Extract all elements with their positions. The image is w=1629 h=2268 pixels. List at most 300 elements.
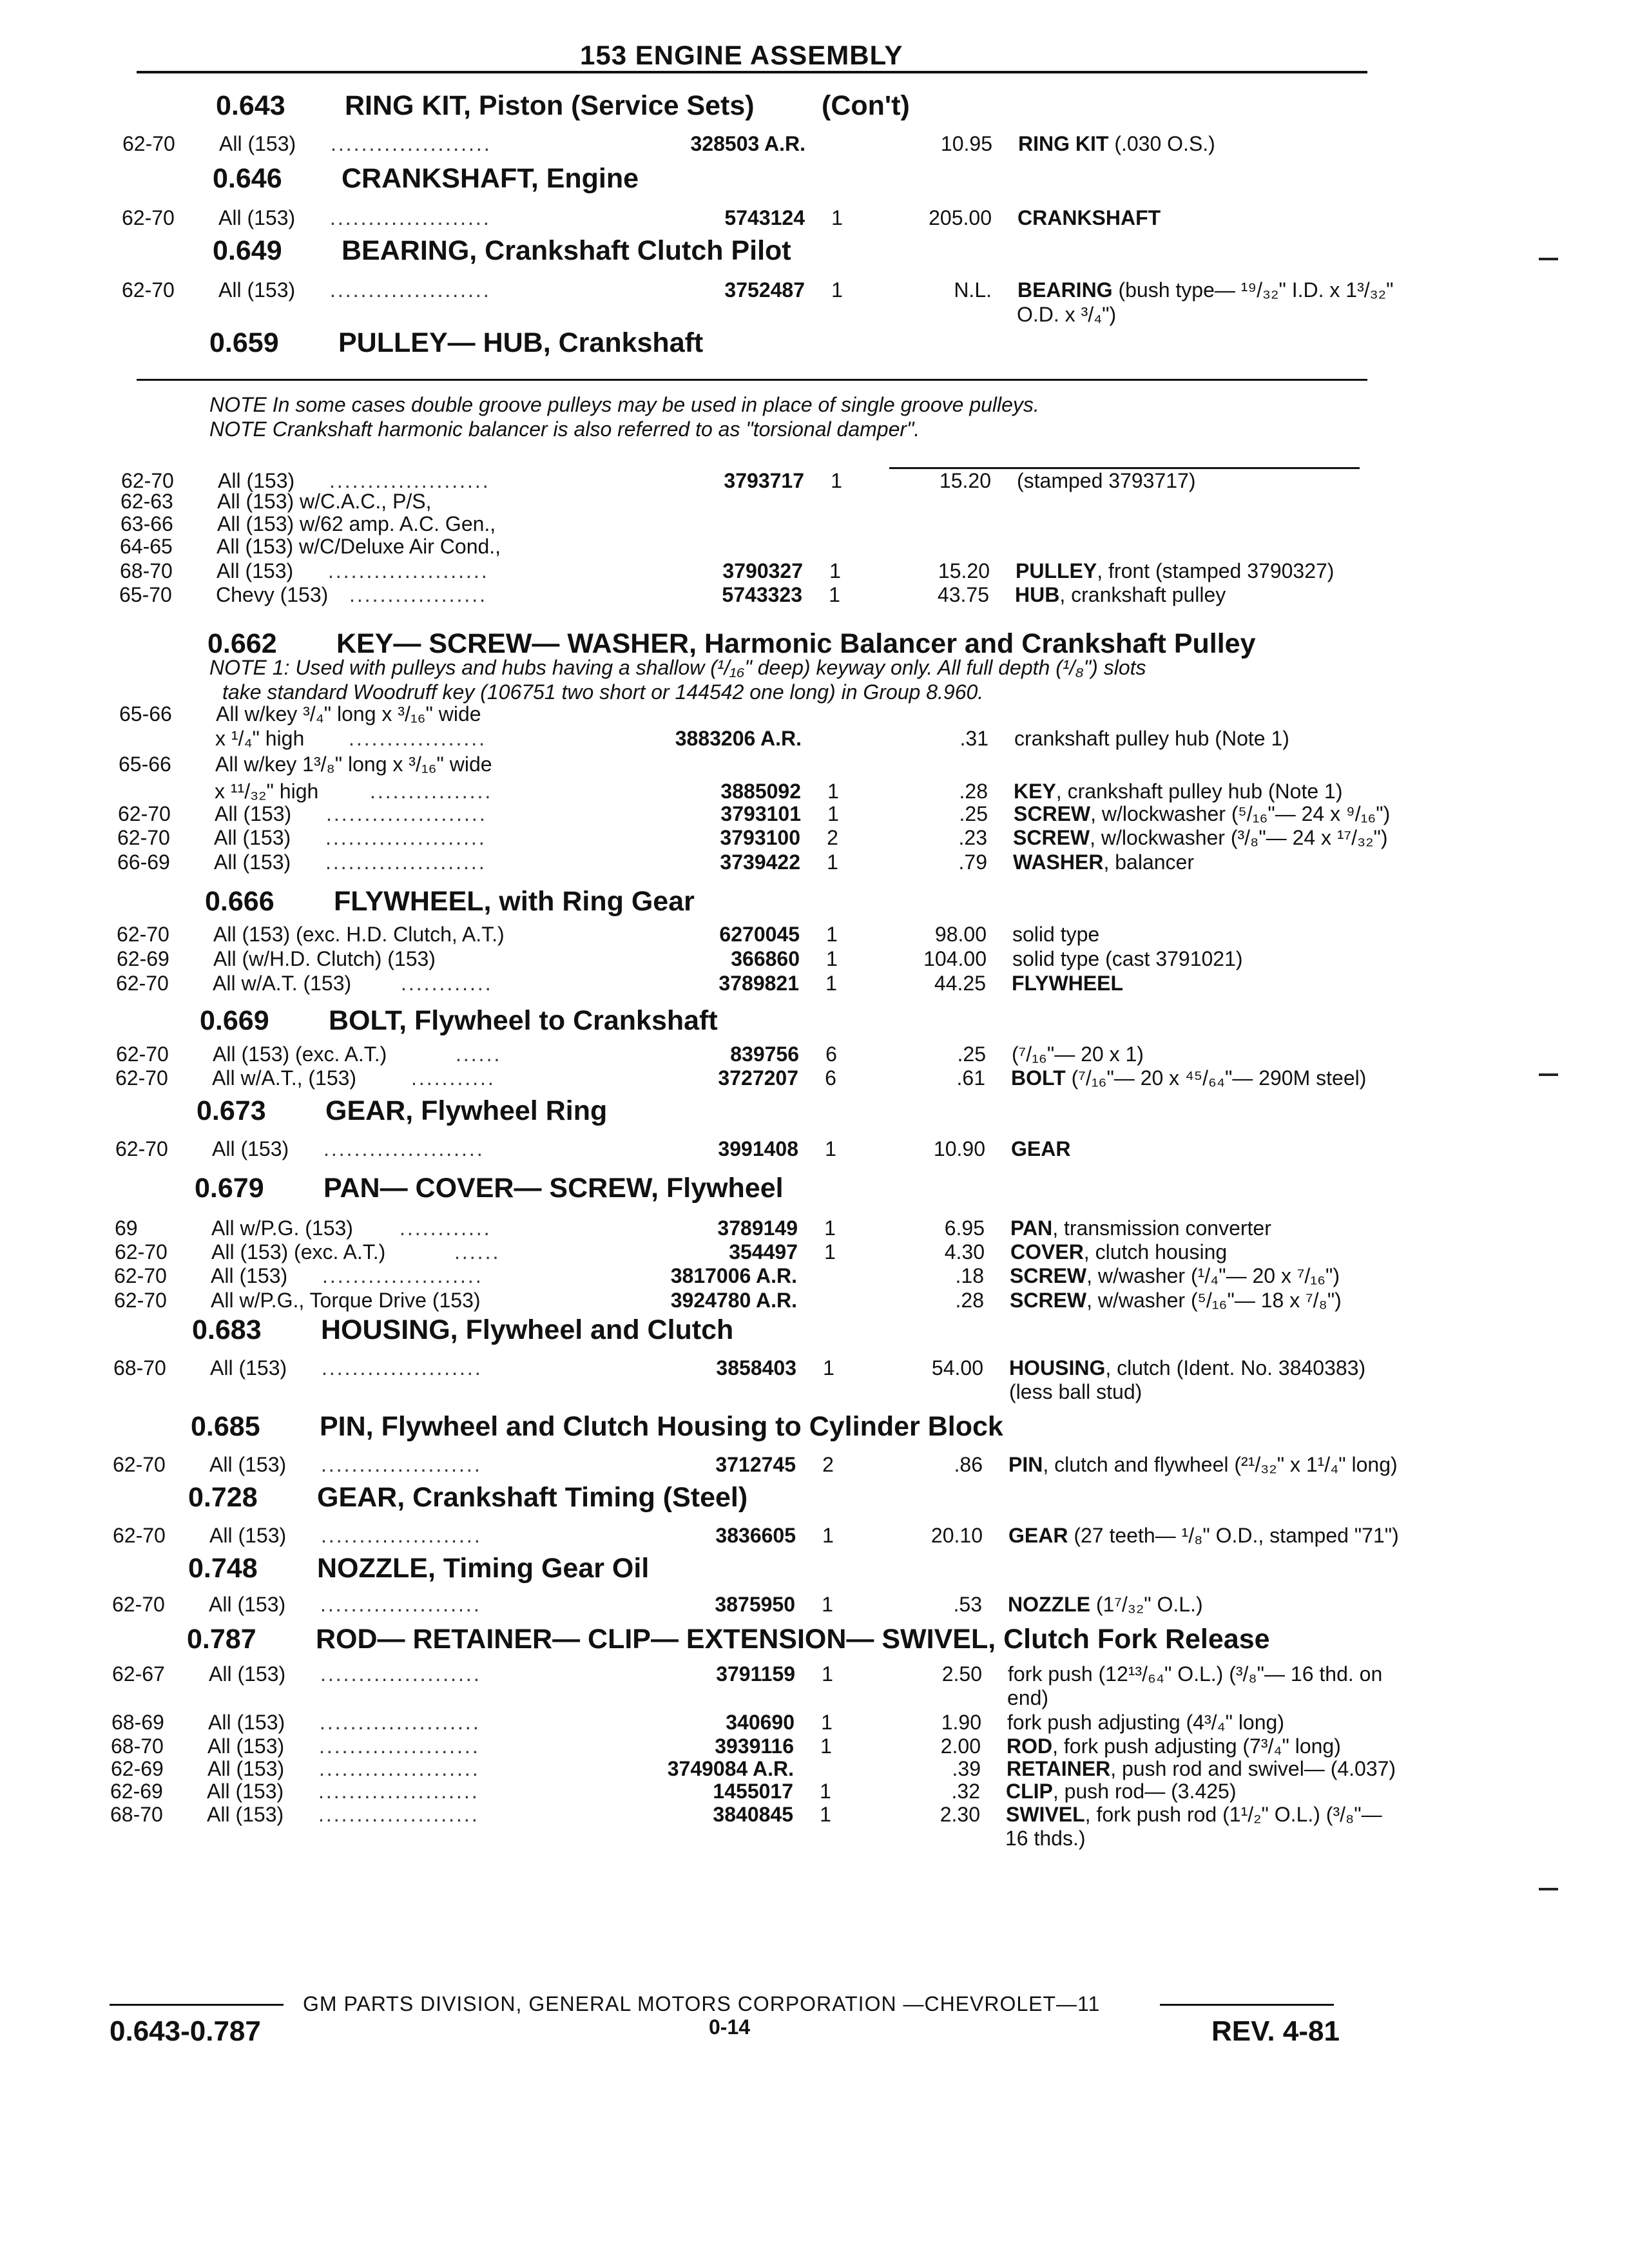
section-code: 0.787 (187, 1624, 256, 1655)
row-description-text: (⁷/₁₆"— 20 x 1) (1012, 1043, 1144, 1066)
row-description (1006, 1780, 1236, 1803)
row-yr: 62-70 (115, 1066, 168, 1090)
row-description-bold: SCREW (1014, 802, 1091, 825)
row-description (1010, 1240, 1227, 1264)
row-price: 10.90 (933, 1137, 985, 1160)
parts-row (116, 1043, 1379, 1068)
parts-row (113, 1380, 1376, 1406)
row-yr: 65-70 (119, 583, 172, 606)
row-qty: 1 (825, 972, 837, 995)
row-app: All (153) (214, 826, 291, 849)
row-description-bold: SCREW (1010, 1289, 1087, 1312)
row-app: All (153) (209, 1453, 287, 1476)
section-code: 0.728 (188, 1482, 258, 1513)
row-description-bold: HUB (1015, 583, 1060, 606)
row-yr: 62-70 (112, 1593, 165, 1616)
row-description-bold: PIN (1008, 1453, 1043, 1476)
row-description-bold: CRANKSHAFT (1017, 206, 1161, 229)
row-description-text: fork push adjusting (4³/₄" long) (1007, 1711, 1284, 1734)
row-qty: 6 (825, 1066, 836, 1090)
row-price: .32 (951, 1780, 980, 1803)
row-yr: 65-66 (119, 702, 172, 726)
row-part: 3793717 (724, 469, 804, 492)
row-description-text: O.D. x ³/₄") (1017, 303, 1117, 326)
row-yr: 62-70 (117, 826, 170, 849)
row-price: 43.75 (937, 583, 989, 606)
section-title: PIN, Flywheel and Clutch Housing to Cylinder Block (320, 1411, 1003, 1442)
row-yr: 63-66 (120, 512, 173, 535)
row-description-bold: KEY (1014, 780, 1056, 803)
row-qty: 1 (827, 780, 839, 803)
row-yr: 62-70 (122, 206, 175, 229)
row-description-bold: SCREW (1010, 1264, 1087, 1287)
row-app: All (153) (207, 1757, 285, 1780)
row-app: All (153) (209, 1662, 286, 1686)
row-description-text: , fork push rod (1¹/₂" O.L.) (³/₈"— (1084, 1803, 1382, 1826)
row-description-bold: BEARING (1017, 278, 1113, 302)
row-price: 2.30 (940, 1803, 980, 1826)
row-description (1017, 303, 1116, 327)
row-app: All w/key 1³/₈" long x ³/₁₆" wide (215, 753, 492, 776)
row-qty: 1 (820, 1735, 832, 1758)
row-description (1014, 780, 1342, 803)
row-description-text: , transmission converter (1052, 1216, 1271, 1240)
leader-dots: ..................... (328, 559, 489, 582)
row-description-text: crankshaft pulley hub (Note 1) (1014, 727, 1289, 750)
section-title: HOUSING, Flywheel and Clutch (321, 1314, 734, 1345)
row-price: .18 (955, 1264, 984, 1287)
row-price: .86 (954, 1453, 983, 1476)
footer-range: 0.643-0.787 (110, 2015, 261, 2047)
row-yr: 66-69 (117, 850, 170, 874)
row-description-text: 16 thds.) (1005, 1827, 1086, 1850)
row-yr: 62-70 (114, 1289, 167, 1312)
section-title: NOZZLE, Timing Gear Oil (317, 1553, 650, 1584)
parts-row (115, 1240, 1378, 1266)
row-yr: 62-70 (116, 972, 169, 995)
parts-row (119, 702, 1382, 728)
row-description (1010, 1216, 1271, 1240)
row-description (1008, 1662, 1382, 1686)
row-part: 5743124 (724, 206, 805, 229)
section-code: 0.673 (197, 1095, 266, 1126)
parts-row (114, 1264, 1377, 1290)
row-description-text: , crankshaft pulley hub (Note 1) (1055, 780, 1343, 803)
note-rule-top (137, 379, 1367, 381)
row-yr: 62-63 (120, 490, 173, 513)
row-description (1012, 972, 1123, 995)
row-description (1009, 1380, 1142, 1404)
row-description-bold: CLIP (1006, 1780, 1053, 1803)
row-description (1013, 850, 1194, 874)
section-title: FLYWHEEL, with Ring Gear (334, 886, 695, 917)
row-description (1008, 1453, 1398, 1477)
row-description-bold: FLYWHEEL (1012, 972, 1124, 995)
row-part: 839756 (730, 1043, 799, 1066)
row-description-text: , push rod and swivel— (4.037) (1110, 1757, 1396, 1780)
row-app: All (153) (exc. A.T.) (213, 1043, 387, 1066)
row-price: 4.30 (944, 1240, 985, 1264)
footer-publisher: GM PARTS DIVISION, GENERAL MOTORS CORPORATION —CHEVROLET—11 (303, 1992, 1101, 2015)
row-description-text: , clutch and flywheel (²¹/₃₂" x 1¹/₄" long) (1043, 1453, 1398, 1476)
row-part: 3752487 (724, 278, 805, 302)
row-price: .79 (958, 850, 987, 874)
row-app: x ¹¹/₃₂" high (215, 780, 319, 803)
row-price: 205.00 (929, 206, 992, 229)
row-description-text: (⁷/₁₆"— 20 x ⁴⁵/₆₄"— 290M steel) (1065, 1066, 1367, 1090)
row-price: .31 (959, 727, 988, 750)
parts-row (118, 780, 1381, 805)
parts-row (110, 1803, 1382, 1829)
margin-mark (1539, 258, 1558, 260)
row-part: 3858403 (716, 1356, 796, 1379)
row-price: 2.50 (941, 1662, 982, 1686)
row-qty: 2 (827, 826, 838, 849)
leader-dots: ................ (370, 780, 493, 803)
row-yr: 62-70 (118, 802, 171, 825)
row-app: All (153) (217, 559, 294, 582)
margin-mark (1539, 1073, 1558, 1076)
row-description-text: fork push (12¹³/₆₄" O.L.) (³/₈"— 16 thd. on (1008, 1662, 1383, 1686)
parts-row (120, 559, 1383, 585)
parts-row (117, 826, 1388, 852)
row-qty: 1 (827, 802, 839, 825)
row-part: 3840845 (713, 1803, 793, 1826)
footer-page-number: 0-14 (709, 2015, 751, 2039)
note-text: NOTE In some cases double groove pulleys may be used in place of single groove pulleys. (209, 393, 1039, 416)
row-description-text: , push rod— (3.425) (1052, 1780, 1237, 1803)
row-qty: 1 (825, 1137, 836, 1160)
row-part: 5743323 (722, 583, 802, 606)
row-description-bold: RETAINER (1007, 1757, 1111, 1780)
leader-dots: ..................... (321, 1524, 482, 1547)
row-app: All w/P.G., Torque Drive (153) (211, 1289, 481, 1312)
footer-rule-left (110, 2004, 284, 2006)
leader-dots: ..................... (330, 278, 491, 302)
row-description (1010, 1264, 1340, 1288)
row-description (1012, 1043, 1144, 1066)
row-description (1016, 559, 1334, 583)
margin-mark (1539, 1888, 1558, 1890)
row-app: All (153) (208, 1711, 285, 1734)
parts-row (116, 972, 1379, 997)
row-app: All (153) (209, 1593, 286, 1616)
row-part: 3883206 A.R. (675, 727, 802, 750)
row-yr: 69 (115, 1216, 138, 1240)
row-description-bold: GEAR (1011, 1137, 1071, 1160)
row-yr: 64-65 (120, 535, 173, 558)
row-price: 15.20 (938, 559, 990, 582)
row-part: 3791159 (716, 1662, 795, 1686)
row-qty: 1 (826, 923, 838, 946)
row-description-bold: PULLEY (1016, 559, 1097, 582)
row-description-text: (27 teeth— ¹/₈" O.D., stamped "71") (1068, 1524, 1399, 1547)
row-yr: 62-70 (121, 469, 174, 492)
row-app: All (153) (207, 1780, 284, 1803)
row-qty: 1 (829, 559, 841, 582)
row-description-text: , w/washer (¹/₄"— 20 x ⁷/₁₆") (1086, 1264, 1340, 1287)
leader-dots: ..................... (320, 1662, 481, 1686)
row-yr: 62-69 (117, 947, 169, 970)
row-part: 3749084 A.R. (667, 1757, 794, 1780)
row-price: .23 (958, 826, 987, 849)
row-price: .61 (956, 1066, 985, 1090)
row-description (1013, 826, 1388, 850)
row-description-text: , w/washer (⁵/₁₆"— 18 x ⁷/₈") (1086, 1289, 1342, 1312)
footer-revision: REV. 4-81 (1211, 2015, 1340, 2047)
row-description-text: , front (stamped 3790327) (1097, 559, 1335, 582)
row-qty: 2 (822, 1453, 834, 1476)
row-yr: 68-70 (111, 1735, 164, 1758)
row-description (1007, 1686, 1048, 1710)
row-app: All w/A.T., (153) (212, 1066, 357, 1090)
row-part: 340690 (726, 1711, 795, 1734)
row-part: 3939116 (715, 1735, 794, 1758)
row-part: 3793101 (720, 802, 801, 825)
row-description-bold: GEAR (1008, 1524, 1068, 1547)
row-app: x ¹/₄" high (215, 727, 305, 750)
row-app: All w/P.G. (153) (211, 1216, 353, 1240)
parts-row (119, 727, 1382, 753)
parts-row (120, 535, 1383, 561)
row-price: 98.00 (934, 923, 987, 946)
row-app: All (153) (207, 1803, 284, 1826)
parts-row (122, 132, 1385, 158)
row-qty: 1 (831, 469, 842, 492)
leader-dots: ..................... (325, 850, 487, 874)
row-part: 1455017 (713, 1780, 793, 1803)
row-price: 10.95 (940, 132, 992, 155)
section-title: PULLEY— HUB, Crankshaft (338, 327, 704, 358)
row-description (1017, 278, 1393, 302)
row-price: .28 (955, 1289, 984, 1312)
section-title: BEARING, Crankshaft Clutch Pilot (342, 235, 791, 266)
leader-dots: ...... (454, 1240, 501, 1264)
row-qty: 1 (820, 1780, 831, 1803)
row-yr: 68-70 (120, 559, 173, 582)
row-yr: 62-70 (122, 278, 175, 302)
row-price: 15.20 (939, 469, 991, 492)
leader-dots: ..................... (331, 132, 492, 155)
row-description-text: (.030 O.S.) (1108, 132, 1215, 155)
row-app: All (w/H.D. Clutch) (153) (213, 947, 436, 970)
row-price: .25 (959, 802, 988, 825)
section-code: 0.679 (195, 1173, 264, 1204)
row-description-bold: RING KIT (1018, 132, 1109, 155)
row-yr: 68-70 (110, 1803, 163, 1826)
row-description (1007, 1711, 1284, 1735)
section-code: 0.643 (216, 90, 285, 121)
row-description (1011, 1066, 1366, 1090)
row-app: All (153) (exc. H.D. Clutch, A.T.) (213, 923, 505, 946)
row-yr: 62-70 (115, 1240, 168, 1264)
parts-row (122, 206, 1385, 232)
row-price: .53 (953, 1593, 982, 1616)
parts-row (112, 1593, 1375, 1619)
row-description-text: (less ball stud) (1009, 1380, 1142, 1403)
row-part: 3789821 (718, 972, 799, 995)
row-description-bold: ROD (1007, 1735, 1053, 1758)
row-description (1012, 947, 1243, 971)
section-code: 0.669 (200, 1005, 269, 1036)
section-code: 0.666 (205, 886, 275, 917)
row-qty: 1 (822, 1524, 834, 1547)
row-yr: 65-66 (119, 753, 171, 776)
row-app: All (153) (218, 469, 295, 492)
note-text: NOTE Crankshaft harmonic balancer is also referred to as "torsional damper". (209, 418, 920, 441)
row-part: 366860 (731, 947, 800, 970)
parts-row (119, 753, 1382, 778)
row-part: 3793100 (720, 826, 800, 849)
row-app: All (153) (212, 1137, 289, 1160)
row-description (1006, 1803, 1382, 1827)
row-part: 3712745 (715, 1453, 796, 1476)
page-title: 153 ENGINE ASSEMBLY (580, 40, 903, 70)
leader-dots: ..................... (322, 1356, 483, 1379)
row-description-bold: PAN (1010, 1216, 1053, 1240)
parts-row (117, 850, 1380, 876)
parts-row (111, 1711, 1374, 1736)
row-app: All (153) (218, 278, 296, 302)
row-app: All (153) (219, 132, 296, 155)
row-yr: 62-70 (113, 1524, 166, 1547)
row-description-bold: COVER (1010, 1240, 1084, 1264)
row-part: 3885092 (720, 780, 801, 803)
row-description-bold: BOLT (1011, 1066, 1066, 1090)
row-price: .28 (959, 780, 988, 803)
row-app: All (153) (214, 850, 291, 874)
leader-dots: ..................... (330, 206, 491, 229)
leader-dots: ..................... (319, 1735, 480, 1758)
parts-row (110, 1827, 1373, 1852)
row-part: 3924780 A.R. (670, 1289, 797, 1312)
leader-dots: ..................... (318, 1780, 479, 1803)
row-yr: 68-70 (113, 1356, 166, 1379)
leader-dots: .................. (349, 727, 487, 750)
row-app: All (153) (211, 1264, 288, 1287)
section-code: 0.646 (213, 163, 282, 194)
row-description (1009, 1356, 1365, 1380)
parts-row (112, 1662, 1383, 1688)
section-code: 0.683 (192, 1314, 262, 1345)
row-qty: 1 (829, 583, 840, 606)
row-yr: 62-67 (112, 1662, 165, 1686)
parts-row (111, 1735, 1374, 1760)
row-app: All w/key ³/₄" long x ³/₁₆" wide (216, 702, 481, 726)
section-title: ROD— RETAINER— CLIP— EXTENSION— SWIVEL, Clutch Fork Release (316, 1624, 1270, 1655)
parts-row (111, 1686, 1374, 1712)
row-app: All (153) (215, 802, 292, 825)
section-code: 0.659 (209, 327, 279, 358)
parts-row (110, 1780, 1373, 1805)
note-text: take standard Woodruff key (106751 two short or 144542 one long) in Group 8.960. (222, 680, 984, 704)
leader-dots: ..................... (329, 469, 490, 492)
row-price: 44.25 (934, 972, 986, 995)
row-description (1017, 206, 1161, 230)
leader-dots: ..................... (326, 802, 487, 825)
section-title: RING KIT, Piston (Service Sets) (345, 90, 755, 121)
leader-dots: ..................... (319, 1757, 480, 1780)
section-code: 0.748 (188, 1553, 258, 1584)
row-qty: 1 (822, 1662, 833, 1686)
row-yr: 62-69 (110, 1780, 163, 1803)
parts-row (113, 1356, 1376, 1382)
row-app: All (153) (218, 206, 296, 229)
row-yr: 62-70 (113, 1453, 166, 1476)
row-description (1018, 132, 1215, 156)
row-description-text: (stamped 3793717) (1017, 469, 1196, 492)
row-part: 3727207 (718, 1066, 798, 1090)
row-part: 328503 A.R. (690, 132, 805, 155)
row-app: All w/A.T. (153) (213, 972, 352, 995)
row-description (1007, 1735, 1341, 1758)
row-app: Chevy (153) (216, 583, 329, 606)
row-description (1008, 1524, 1399, 1548)
leader-dots: ..................... (321, 1453, 482, 1476)
parts-row (119, 583, 1382, 609)
leader-dots: ............ (400, 1216, 492, 1240)
row-price: 6.95 (944, 1216, 985, 1240)
row-qty: 1 (823, 1356, 834, 1379)
row-description (1010, 1289, 1342, 1312)
section-title: PAN— COVER— SCREW, Flywheel (323, 1173, 784, 1204)
leader-dots: .................. (349, 583, 488, 606)
row-description (1015, 583, 1226, 607)
row-price: 104.00 (923, 947, 987, 970)
row-description-bold: NOZZLE (1008, 1593, 1090, 1616)
section-code: 0.662 (207, 628, 277, 659)
row-part: 3875950 (715, 1593, 795, 1616)
row-description-text: , balancer (1103, 850, 1194, 874)
parts-row (120, 512, 1383, 538)
row-description-text: , clutch (Ident. No. 3840383) (1105, 1356, 1366, 1379)
section-title: KEY— SCREW— WASHER, Harmonic Balancer and Crankshaft Pulley (336, 628, 1256, 659)
row-description (1014, 802, 1390, 826)
row-description-text: solid type (1012, 923, 1100, 946)
header-rule (137, 71, 1367, 73)
section-title: GEAR, Flywheel Ring (325, 1095, 608, 1126)
row-qty: 1 (831, 278, 843, 302)
row-description (1012, 923, 1099, 947)
parts-row (111, 1757, 1396, 1783)
row-yr: 68-69 (111, 1711, 164, 1734)
row-description (1007, 1757, 1396, 1781)
row-qty: 1 (824, 1240, 836, 1264)
row-price: 1.90 (941, 1711, 981, 1734)
row-qty: 6 (825, 1043, 837, 1066)
row-qty: 1 (822, 1593, 833, 1616)
row-qty: 1 (820, 1803, 831, 1826)
parts-row (118, 802, 1391, 828)
row-app: All (153) (209, 1524, 287, 1547)
row-description-text: , w/lockwasher (⁵/₁₆"— 24 x ⁹/₁₆") (1090, 802, 1391, 825)
row-app: All (153) (exc. A.T.) (211, 1240, 386, 1264)
row-price: 54.00 (931, 1356, 983, 1379)
row-description (1005, 1827, 1086, 1850)
row-qty: 1 (821, 1711, 833, 1734)
row-description-text: solid type (cast 3791021) (1012, 947, 1243, 970)
row-price: .25 (957, 1043, 986, 1066)
section-title: BOLT, Flywheel to Crankshaft (329, 1005, 718, 1036)
row-qty: 1 (827, 850, 838, 874)
parts-row (115, 1216, 1378, 1242)
note-rule-bottom (889, 467, 1360, 469)
parts-row (115, 1066, 1378, 1092)
leader-dots: ..................... (320, 1593, 481, 1616)
row-part: 3790327 (722, 559, 803, 582)
leader-dots: ..................... (325, 826, 487, 849)
row-yr: 62-70 (115, 1137, 168, 1160)
